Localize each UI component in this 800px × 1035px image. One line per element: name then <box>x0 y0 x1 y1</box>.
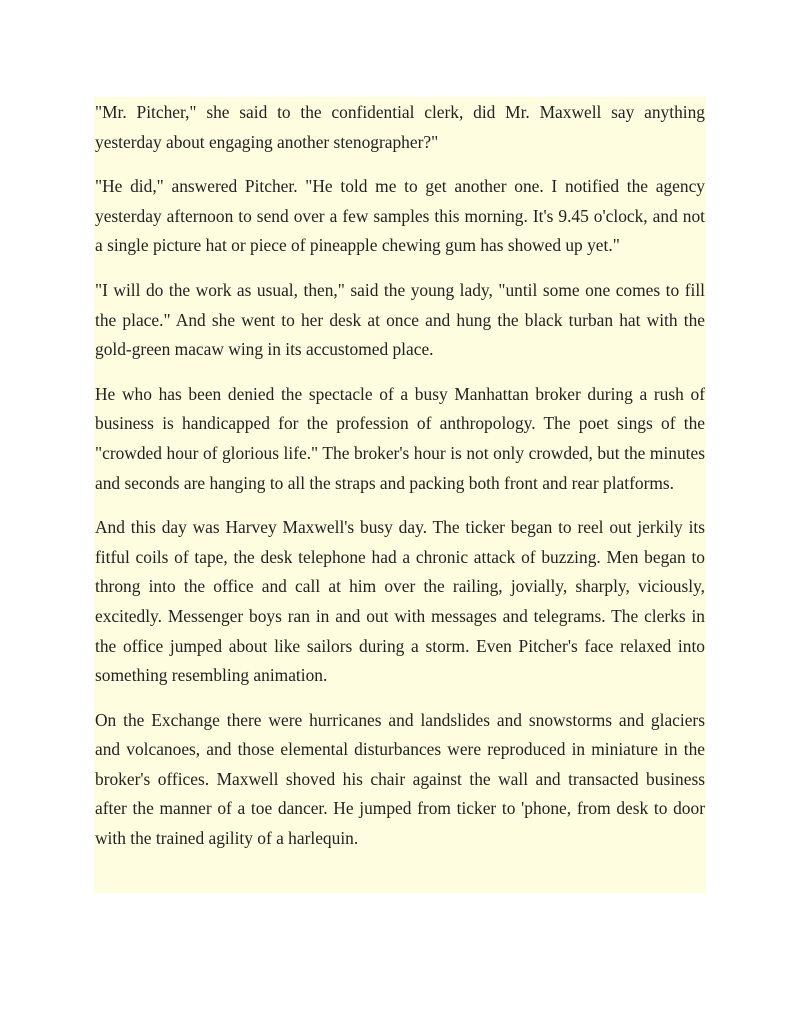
highlighted-text-block <box>94 97 706 893</box>
paragraph: "Mr. Pitcher," she said to the confidential clerk, did Mr. Maxwell say anything yesterday about engaging another stenographer?" <box>95 102 705 152</box>
paragraph: On the Exchange there were hurricanes and landslides and snowstorms and glaciers and volcanoes, and those elemental disturbances were reproduced in miniature in the broker's offices. Maxwell shoved his chair against the wall and transacted business after the manner of a toe dancer. He jumped from ticker to 'phone, from desk to door with the trained agility of a harlequin. <box>95 709 705 849</box>
paragraph: "I will do the work as usual, then," said the young lady, "until some one comes to fill the place." And she went to her desk at once and hung the black turban hat with the gold-green macaw wing in its accustomed place. <box>95 279 705 360</box>
paragraph: He who has been denied the spectacle of a busy Manhattan broker during a rush of business is handicapped for the profession of anthropology. The poet sings of the "crowded hour of glorious life." The broker's hour is not only crowded, but the minutes and seconds are hanging to all the straps and packing both front and rear platforms. <box>95 383 705 493</box>
paragraph: And this day was Harvey Maxwell's busy day. The ticker began to reel out jerkily its fitful coils of tape, the desk telephone had a chronic attack of buzzing. Men began to throng into the office and call at him over the railing, jovially, sharply, viciously, excitedly. Messenger boys ran in and out with messages and telegrams. The clerks in the office jumped about like sailors during a storm. Even Pitcher's face relaxed into something resembling animation. <box>95 517 705 686</box>
paragraph: "He did," answered Pitcher. "He told me to get another one. I notified the agency yesterday afternoon to send over a few samples this morning. It's 9.45 o'clock, and not a single picture hat or piece of pineapple chewing gum has showed up yet." <box>95 176 705 256</box>
